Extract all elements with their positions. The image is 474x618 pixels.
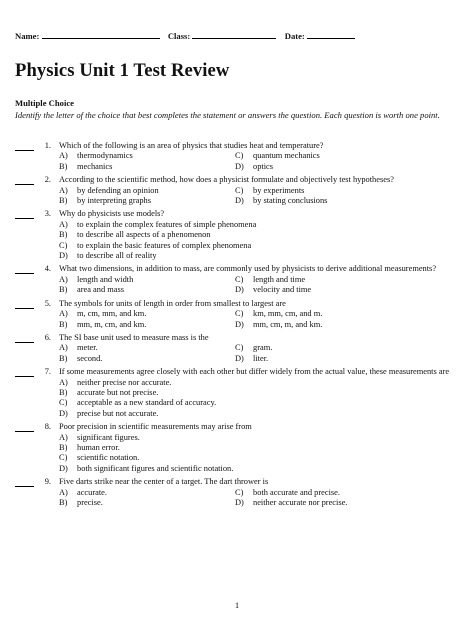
option-letter: C) [59,398,68,408]
option-row [59,151,459,161]
question-text: According to the scientific method, how does a physicist formulate and objectively test hypotheses? [59,175,394,185]
question-item [0,141,474,172]
question-text: The SI base unit used to measure mass is the [59,332,209,342]
answer-options [59,343,459,364]
answer-options [59,433,459,475]
answer-option [235,354,411,364]
option-text: meter. [77,343,98,353]
option-letter: C) [59,240,68,250]
option-letter: B) [59,285,68,295]
question-text: Five darts strike near the center of a target. The dart thrower is [59,477,269,487]
section-title: Multiple Choice [15,98,74,108]
answer-blank[interactable] [15,265,34,274]
name-field[interactable] [42,30,160,39]
question-number: 4. [44,264,51,274]
option-text: mm, cm, m, and km. [253,319,323,329]
question-number: 6. [44,332,51,342]
option-text: thermodynamics [77,151,133,161]
option-letter: C) [235,274,244,284]
answer-option [235,343,411,353]
answer-option [59,151,235,161]
answer-option [59,275,235,285]
option-text: precise. [77,498,103,507]
answer-option [59,388,459,398]
option-text: to describe all of reality [77,251,157,261]
answer-options [59,378,459,420]
option-row [59,186,459,196]
option-letter: D) [235,353,244,363]
option-text: significant figures. [77,432,140,442]
answer-option [59,433,459,443]
question-item [0,333,474,364]
option-row [59,162,459,172]
option-text: scientific notation. [77,453,140,463]
option-letter: B) [59,230,68,240]
answer-option [59,162,235,172]
answer-options [59,220,459,262]
option-letter: C) [235,151,244,161]
answer-options [59,186,459,207]
answer-option [59,220,459,230]
option-row [59,488,459,498]
date-field[interactable] [307,30,355,39]
option-letter: A) [59,377,68,387]
option-text: by defending an opinion [77,185,159,195]
option-text: gram. [253,343,273,353]
name-label: Name: [15,31,40,41]
option-letter: C) [235,343,244,353]
question-item [0,175,474,206]
option-text: area and mass [77,285,124,295]
answer-option [59,498,235,508]
answer-options [59,275,459,296]
option-letter: D) [235,285,244,295]
option-text: km, mm, cm, and m. [253,309,323,319]
option-text: quantum mechanics [253,151,320,161]
option-text: by experiments [253,185,305,195]
instructions: Identify the letter of the choice that best completes the statement or answers the question. Each question is worth one point. [15,110,440,120]
option-row [59,343,459,353]
answer-blank[interactable] [15,142,34,151]
question-number: 9. [44,477,51,487]
answer-option [59,409,459,419]
answer-blank[interactable] [15,334,34,343]
question-list [0,141,474,511]
option-letter: D) [235,161,244,171]
option-text: mechanics [77,161,113,171]
option-text: length and width [77,274,134,284]
answer-blank[interactable] [15,176,34,185]
answer-options [59,309,459,330]
answer-option [235,162,411,172]
answer-option [235,186,411,196]
option-text: to describe all aspects of a phenomenon [77,230,211,240]
option-letter: A) [59,432,68,442]
option-text: accurate but not precise. [77,387,159,397]
answer-option [59,488,235,498]
option-row [59,320,459,330]
answer-option [59,186,235,196]
option-row [59,354,459,364]
option-text: optics [253,161,274,171]
option-letter: B) [59,498,68,507]
option-text: by stating conclusions [253,196,328,206]
option-text: to explain the complex features of simple phenomena [77,219,257,229]
option-letter: C) [235,487,244,497]
option-text: acceptable as a new standard of accuracy. [77,398,217,408]
answer-option [235,285,411,295]
option-text: human error. [77,442,120,452]
option-letter: D) [59,408,68,418]
answer-option [59,320,235,330]
answer-option [235,196,411,206]
header [15,30,355,41]
option-text: second. [77,353,103,363]
option-text: m, cm, mm, and km. [77,309,147,319]
option-text: neither accurate nor precise. [253,498,348,507]
option-row [59,309,459,319]
question-item [0,209,474,261]
option-letter: D) [235,498,244,507]
option-text: precise but not accurate. [77,408,159,418]
question-number: 2. [44,175,51,185]
question-text: If some measurements agree closely with each other but differ widely from the actual value, these measurements are [59,367,450,377]
option-text: velocity and time [253,285,312,295]
option-text: by interpreting graphs [77,196,151,206]
answer-option [235,488,411,498]
answer-option [59,453,459,463]
answer-option [235,498,411,508]
question-item [0,264,474,295]
question-item [0,367,474,419]
option-letter: D) [235,196,244,206]
class-field[interactable] [192,30,276,39]
question-text: Poor precision in scientific measurements may arise from [59,422,252,432]
question-text: What two dimensions, in addition to mass, are commonly used by physicists to derive additional measurements? [59,264,437,274]
option-letter: B) [59,353,68,363]
option-text: neither precise nor accurate. [77,377,172,387]
answer-option [59,398,459,408]
answer-blank[interactable] [15,210,34,219]
answer-option [235,275,411,285]
page-number: 1 [234,600,240,610]
answer-option [59,285,235,295]
question-item [0,477,474,508]
answer-option [59,343,235,353]
question-text: Which of the following is an area of physics that studies heat and temperature? [59,141,324,150]
question-text: The symbols for units of length in order from smallest to largest are [59,298,286,308]
option-letter: B) [59,161,68,171]
answer-option [235,309,411,319]
answer-option [59,251,459,261]
option-text: both significant figures and scientific notation. [77,463,234,473]
answer-option [235,320,411,330]
answer-option [59,443,459,453]
option-row [59,285,459,295]
option-letter: C) [235,185,244,195]
question-number: 3. [44,209,51,219]
question-number: 1. [44,141,51,150]
option-letter: A) [59,487,68,497]
question-text: Why do physicists use models? [59,209,165,219]
option-letter: A) [59,274,68,284]
answer-blank[interactable] [15,478,34,487]
answer-blank[interactable] [15,300,34,309]
option-row [59,498,459,508]
answer-option [59,196,235,206]
answer-option [59,378,459,388]
option-letter: A) [59,151,68,161]
date-label: Date: [284,31,305,41]
answer-option [59,354,235,364]
option-text: mm, m, cm, and km. [77,319,147,329]
option-letter: D) [59,251,68,261]
option-letter: B) [59,319,68,329]
option-letter: C) [59,453,68,463]
option-letter: C) [235,309,244,319]
question-number: 7. [44,367,51,377]
option-text: length and time [253,274,306,284]
option-text: to explain the basic features of complex phenomena [77,240,252,250]
answer-options [59,488,459,509]
option-letter: A) [59,185,68,195]
option-letter: A) [59,343,68,353]
option-letter: B) [59,387,68,397]
option-letter: D) [59,463,68,473]
option-row [59,196,459,206]
answer-option [235,151,411,161]
option-row [59,275,459,285]
answer-options [59,151,459,172]
option-letter: A) [59,309,68,319]
option-text: both accurate and precise. [253,487,340,497]
answer-option [59,241,459,251]
option-text: accurate. [77,487,107,497]
answer-blank[interactable] [15,368,34,377]
option-text: liter. [253,353,269,363]
question-number: 5. [44,298,51,308]
question-item [0,422,474,474]
answer-option [59,464,459,474]
answer-blank[interactable] [15,423,34,432]
option-letter: A) [59,219,68,229]
answer-option [59,230,459,240]
question-number: 8. [44,422,51,432]
question-item [0,299,474,330]
option-letter: B) [59,196,68,206]
option-letter: D) [235,319,244,329]
answer-option [59,309,235,319]
page-title: Physics Unit 1 Test Review [15,60,230,81]
option-letter: B) [59,442,68,452]
class-label: Class: [167,31,191,41]
